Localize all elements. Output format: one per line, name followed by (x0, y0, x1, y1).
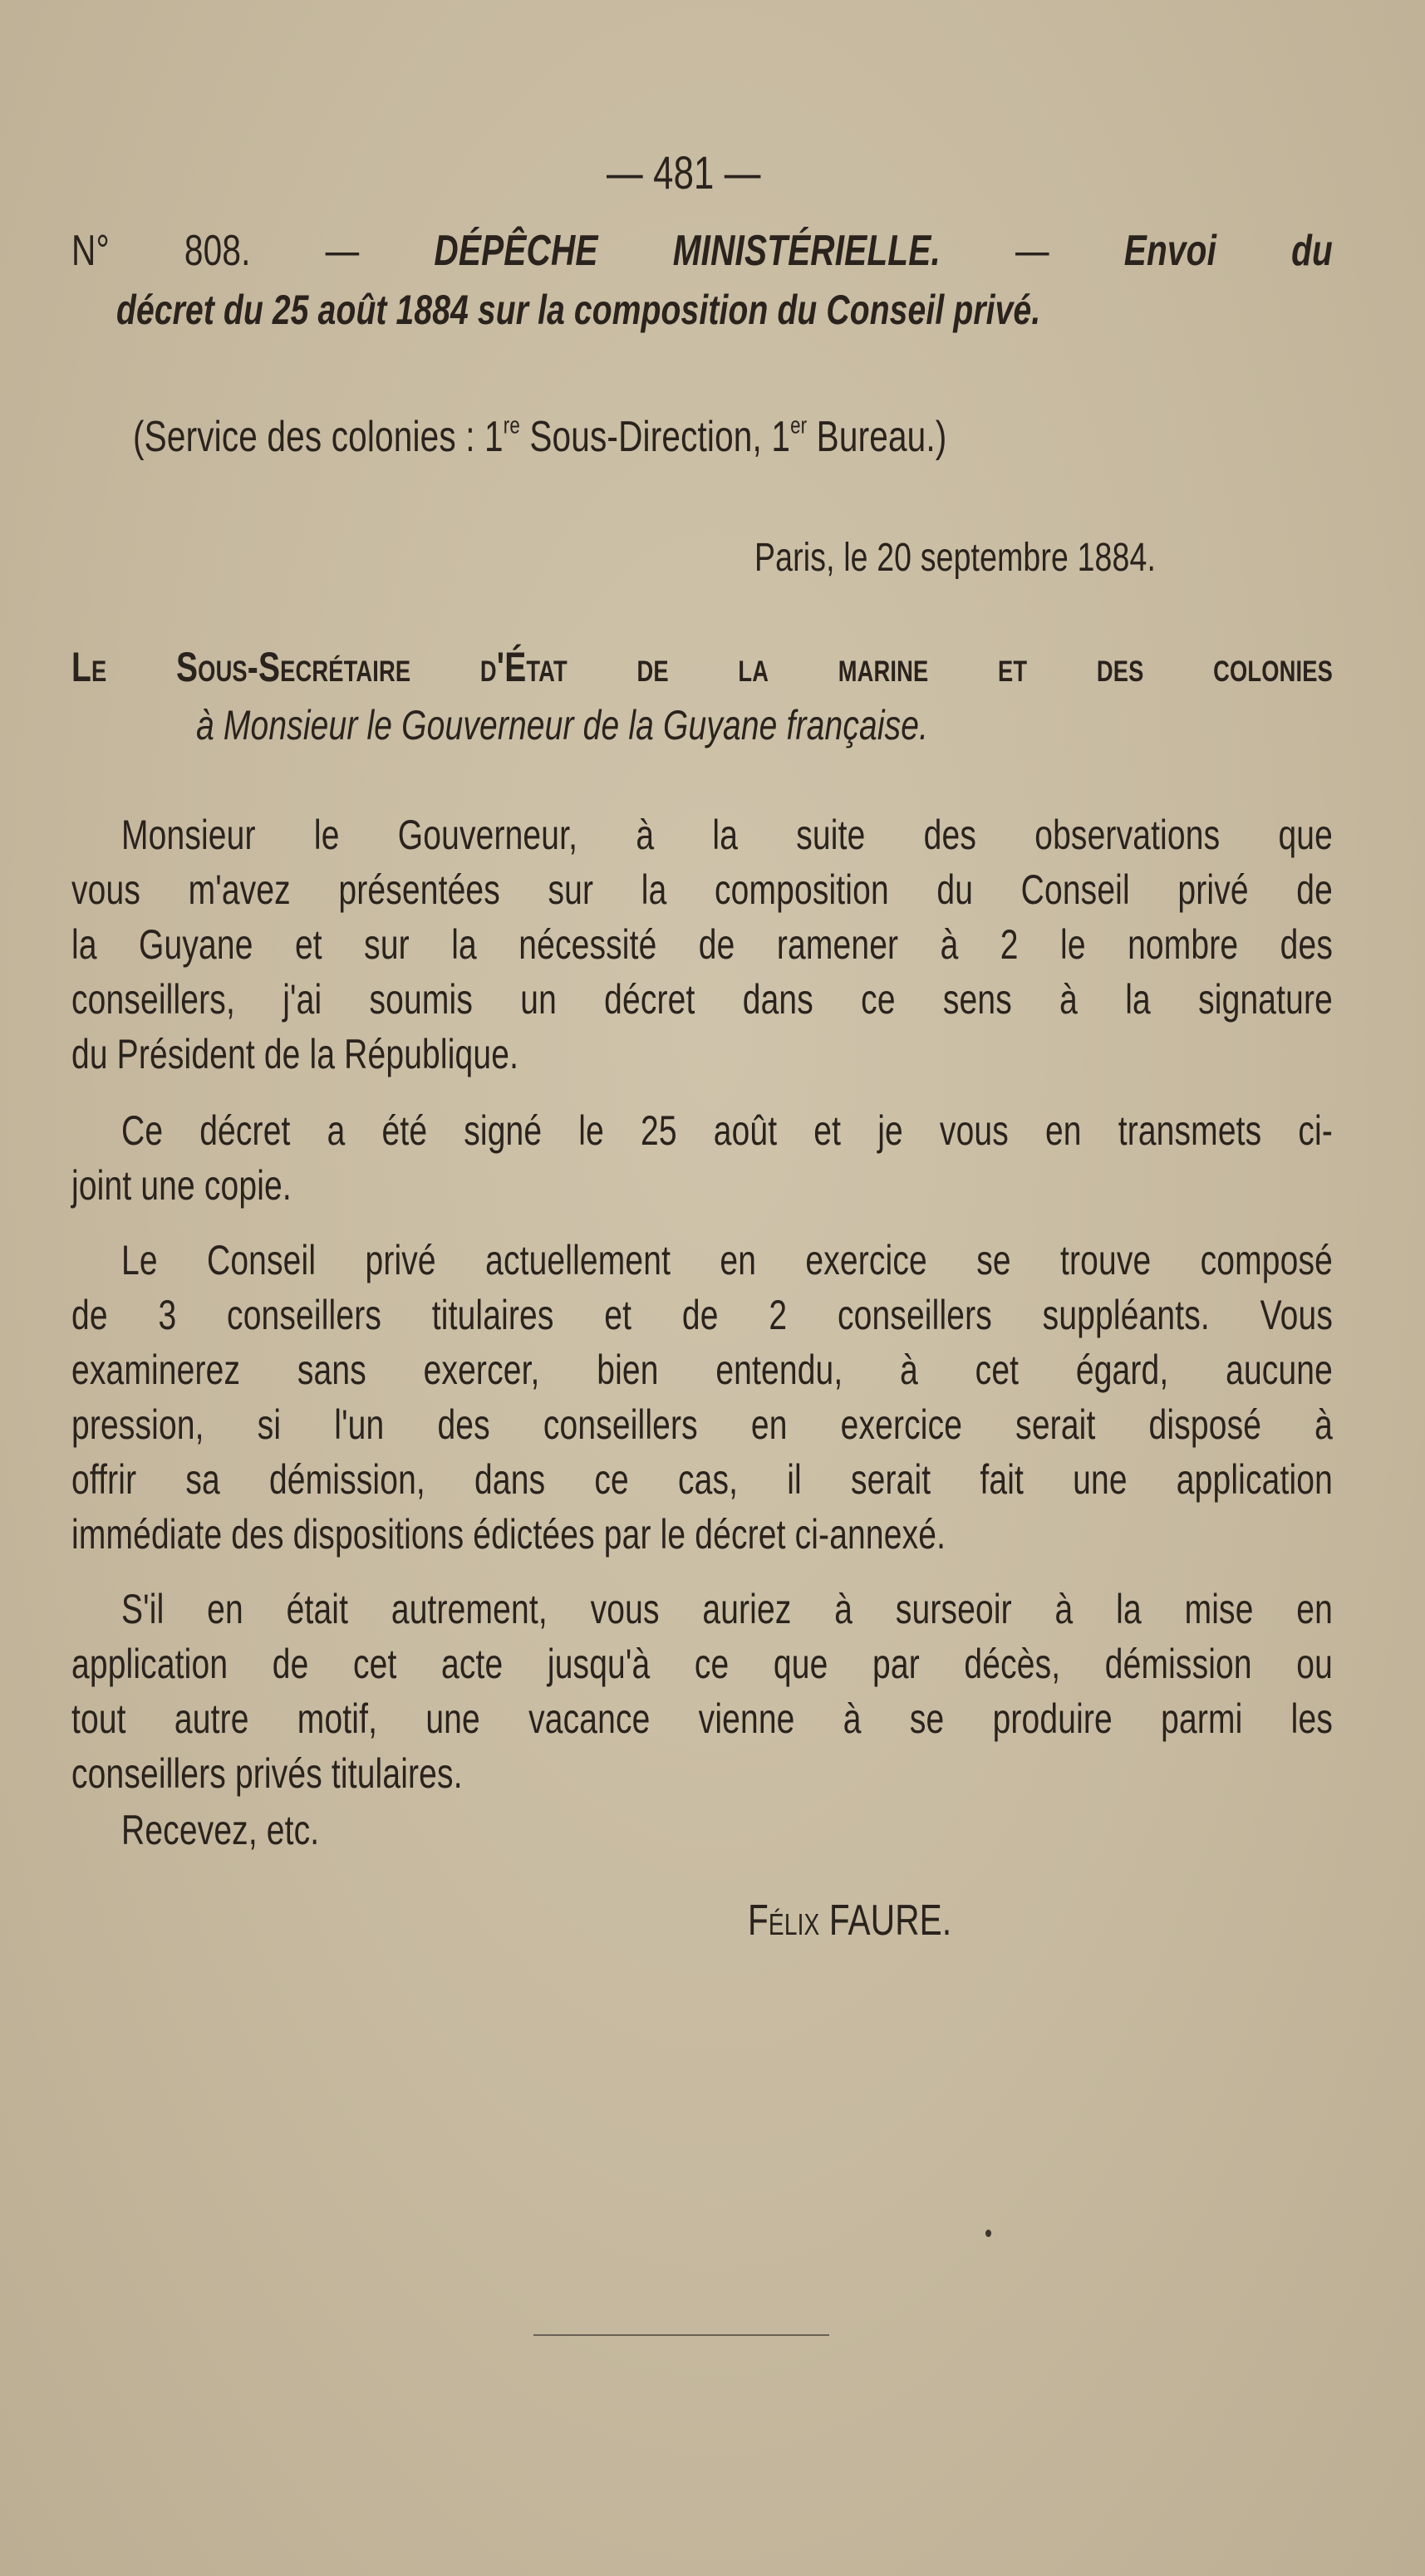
dateline: Paris, le 20 septembre 1884. (754, 536, 1157, 580)
paragraph-4-line: S'il en était autrement, vous auriez à surseoir à la mise en (121, 1586, 1333, 1632)
document-heading (71, 227, 1333, 275)
paragraph-1-line: la Guyane et sur la nécessité de ramener à 2 le nombre des (71, 921, 1333, 968)
signature: Félix FAURE. (748, 1896, 952, 1945)
paragraph-4-line: tout autre motif, une vacance vienne à se produire parmi les (71, 1695, 1333, 1742)
paragraph-3-line: offrir sa démission, dans ce cas, il serait fait une application (71, 1456, 1333, 1503)
heading-dash: — (1015, 227, 1049, 275)
service-sup-2: er (790, 412, 808, 439)
document-subject: décret du 25 août 1884 sur la composition du Conseil privé. (116, 287, 1041, 333)
paragraph-1-line: vous m'avez présentées sur la composition du Conseil privé de (71, 866, 1333, 913)
addressee-sender: Le Sous-Secrétaire d'État de la marine et des colonies (71, 644, 1333, 690)
heading-dash: — (325, 227, 360, 275)
service-sup-1: re (503, 412, 520, 439)
document-title: DÉPÊCHE MINISTÉRIELLE. (434, 227, 941, 275)
service-middle: Sous-Direction, 1 (519, 413, 791, 461)
paragraph-2-line: joint une copie. (71, 1162, 292, 1209)
heading-envoi: Envoi du (1123, 227, 1333, 275)
closing-formula: Recevez, etc. (121, 1807, 320, 1853)
ink-speck (985, 2230, 991, 2237)
paragraph-1-line: du Président de la République. (71, 1031, 519, 1077)
service-open: (Service des colonies : 1 (133, 413, 504, 461)
paragraph-1-line: Monsieur le Gouverneur, à la suite des observations que (121, 812, 1333, 858)
service-close: Bureau.) (807, 413, 947, 461)
paragraph-3-line: Le Conseil privé actuellement en exercice se trouve composé (121, 1237, 1333, 1283)
addressee-recipient: à Monsieur le Gouverneur de la Guyane française. (196, 702, 929, 748)
service-line (133, 412, 947, 461)
paragraph-3-line: pression, si l'un des conseillers en exercice serait disposé à (71, 1401, 1333, 1448)
paragraph-3-line: examinerez sans exercer, bien entendu, à cet égard, aucune (71, 1347, 1333, 1393)
paragraph-2-line: Ce décret a été signé le 25 août et je vous en transmets ci- (121, 1107, 1333, 1154)
paragraph-1-line: conseillers, j'ai soumis un décret dans ce sens à la signature (71, 976, 1333, 1023)
paragraph-3-line: de 3 conseillers titulaires et de 2 conseillers suppléants. Vous (71, 1292, 1333, 1338)
paragraph-4-line: application de cet acte jusqu'à ce que par décès, démission ou (71, 1641, 1333, 1687)
paragraph-3-line: immédiate des dispositions édictées par le décret ci-annexé. (71, 1511, 946, 1558)
end-rule (533, 2334, 829, 2336)
document-number: N° 808. (71, 227, 251, 275)
paragraph-4-line: conseillers privés titulaires. (71, 1750, 463, 1797)
page-number: — 481 — (607, 146, 761, 199)
